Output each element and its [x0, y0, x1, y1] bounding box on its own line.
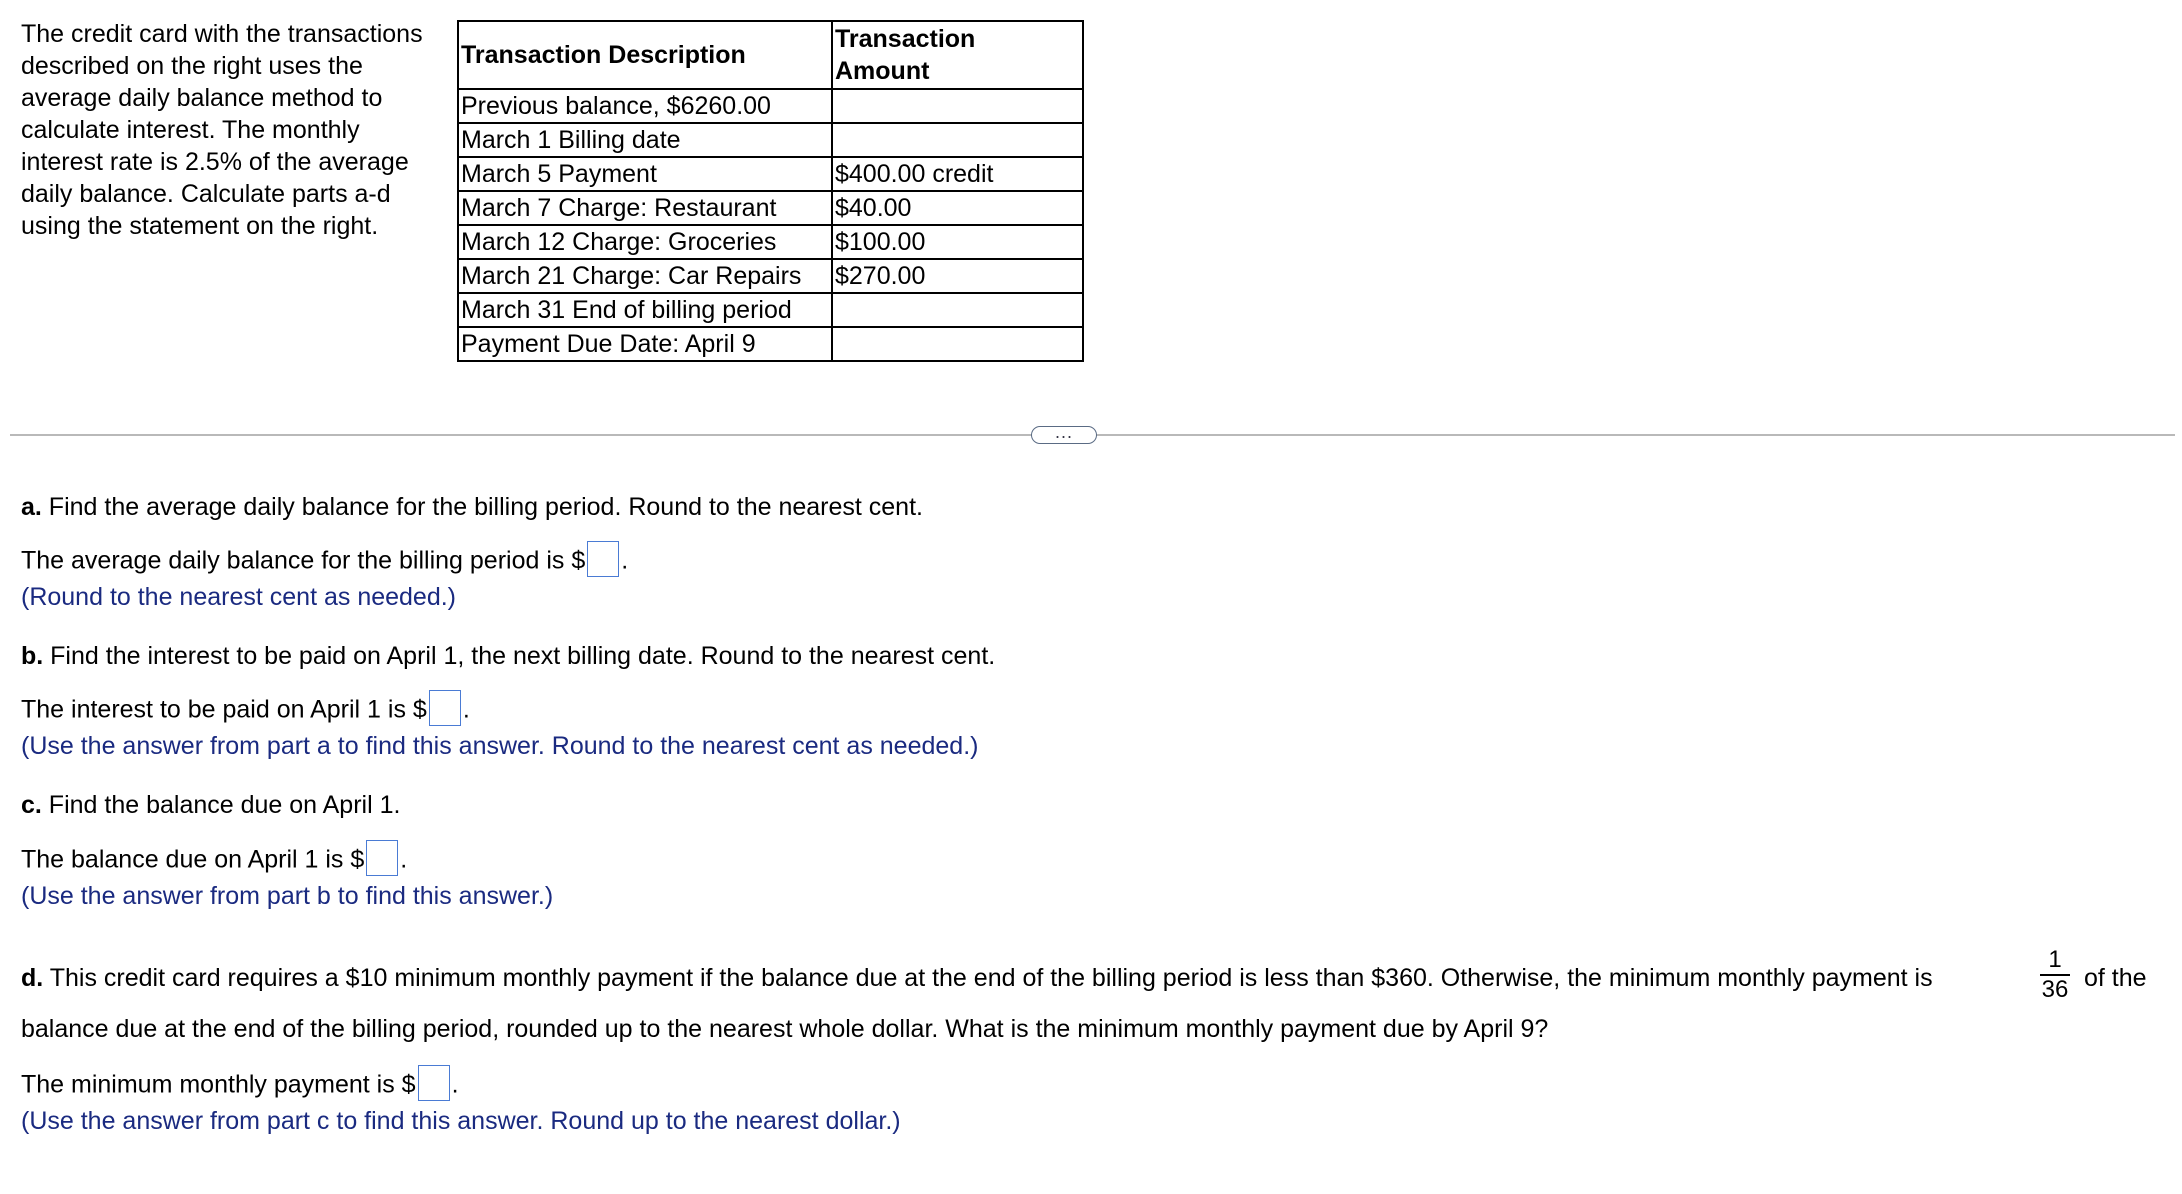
row-description: Previous balance, $6260.00 [458, 89, 832, 123]
expand-more-button[interactable] [1031, 422, 1097, 444]
part-d-question-text: This credit card requires a $10 minimum monthly payment if the balance due at the end of the billing period is less than $360. Otherwise, the minimum monthly payment is [43, 964, 1933, 992]
part-a-answer-prefix: The average daily balance for the billing period is $ [21, 546, 586, 575]
part-b-answer-prefix: The interest to be paid on April 1 is $ [21, 695, 427, 724]
part-a-answer-suffix: . [621, 546, 629, 575]
part-c-answer-line [21, 843, 407, 879]
part-d-question-continued: of the [2084, 964, 2147, 992]
part-c-answer-prefix: The balance due on April 1 is $ [21, 845, 365, 874]
column-header-amount [832, 21, 1083, 89]
part-c-question-text: Find the balance due on April 1. [41, 791, 401, 819]
part-a-question-text: Find the average daily balance for the billing period. Round to the nearest cent. [41, 493, 923, 521]
problem-intro-text: The credit card with the transactions described on the right uses the average daily balance method to calculate interest. The monthly interest rate is 2.5% of the average daily balance. Calculate parts a-d using the statement on the right. [21, 20, 423, 240]
column-header-amount-line1: Transaction [835, 25, 976, 53]
part-d-hint: (Use the answer from part c to find this answer. Round up to the nearest dollar.) [21, 1107, 901, 1135]
part-a-hint: (Round to the nearest cent as needed.) [21, 583, 457, 611]
row-amount [832, 89, 1083, 123]
transaction-table [457, 20, 1084, 362]
part-a-answer-line [21, 544, 628, 580]
row-amount [832, 293, 1083, 327]
part-d-question-line2: balance due at the end of the billing period, rounded up to the nearest whole dollar. What is the minimum monthly payment due by April 9? [21, 1015, 1549, 1043]
part-c-answer-suffix: . [400, 845, 408, 874]
row-amount [832, 123, 1083, 157]
part-a-answer-input[interactable] [587, 541, 619, 577]
table-row [458, 123, 1083, 157]
row-description: March 31 End of billing period [458, 293, 832, 327]
row-description: March 7 Charge: Restaurant [458, 191, 832, 225]
part-b-hint: (Use the answer from part a to find this answer. Round to the nearest cent as needed.) [21, 732, 979, 760]
part-d-question [21, 964, 1933, 993]
part-d-label: d. [21, 964, 44, 992]
one-thirty-sixth-fraction [2038, 946, 2072, 1004]
part-c-question [21, 791, 400, 820]
part-d-answer-input[interactable] [418, 1065, 450, 1101]
table-header-row [458, 21, 1083, 89]
row-amount: $40.00 [832, 191, 1083, 225]
table-row [458, 157, 1083, 191]
part-b-answer-suffix: . [462, 695, 470, 724]
part-b-question-text: Find the interest to be paid on April 1, the next billing date. Round to the nearest cent. [43, 642, 996, 670]
row-amount: $270.00 [832, 259, 1083, 293]
table-row [458, 293, 1083, 327]
row-amount [832, 327, 1083, 361]
table-row [458, 191, 1083, 225]
part-c-label: c. [21, 791, 42, 819]
row-description: March 12 Charge: Groceries [458, 225, 832, 259]
part-a-question [21, 493, 923, 522]
row-amount: $400.00 credit [832, 157, 1083, 191]
column-header-amount-line2: Amount [835, 57, 930, 85]
part-d-answer-suffix: . [451, 1070, 459, 1099]
table-row [458, 225, 1083, 259]
column-header-description: Transaction Description [458, 21, 832, 89]
row-description: March 21 Charge: Car Repairs [458, 259, 832, 293]
part-b-answer-line [21, 693, 470, 729]
part-b-label: b. [21, 642, 44, 670]
fraction-numerator: 1 [2048, 946, 2062, 973]
table-row [458, 259, 1083, 293]
part-c-hint: (Use the answer from part b to find this answer.) [21, 882, 554, 910]
part-a-label: a. [21, 493, 42, 521]
row-amount: $100.00 [832, 225, 1083, 259]
part-d-answer-prefix: The minimum monthly payment is $ [21, 1070, 416, 1099]
table-row [458, 327, 1083, 361]
part-c-answer-input[interactable] [366, 840, 398, 876]
more-dots-icon: ... [1054, 422, 1073, 442]
row-description: March 1 Billing date [458, 123, 832, 157]
fraction-denominator: 36 [2041, 976, 2069, 1003]
row-description: March 5 Payment [458, 157, 832, 191]
part-b-answer-input[interactable] [429, 690, 461, 726]
part-b-question [21, 642, 995, 671]
table-row [458, 89, 1083, 123]
row-description: Payment Due Date: April 9 [458, 327, 832, 361]
part-d-answer-line [21, 1068, 459, 1104]
